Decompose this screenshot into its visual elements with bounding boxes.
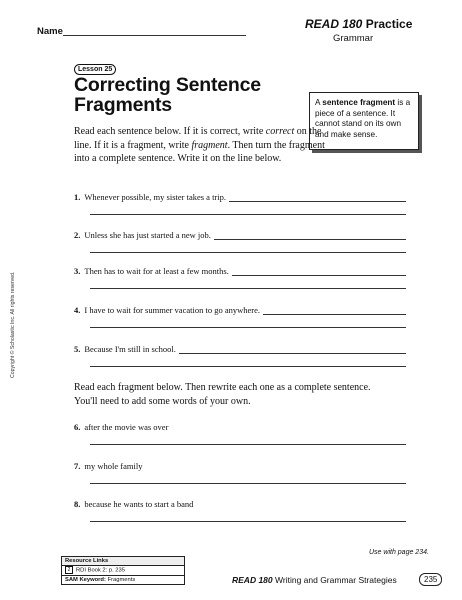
rewrite-line[interactable] <box>90 444 406 445</box>
page-number: 235 <box>419 573 442 586</box>
resource-links-heading: Resource Links <box>62 557 184 566</box>
rewrite-line[interactable] <box>90 483 406 484</box>
rewrite-line[interactable] <box>90 366 406 367</box>
name-label: Name <box>37 26 63 37</box>
exercise-item: 3. Then has to wait for at least a few months. <box>74 266 406 276</box>
exercise-item: 4. I have to wait for summer vacation to go anywhere. <box>74 305 406 315</box>
rewrite-line[interactable] <box>90 521 406 522</box>
definition-term: sentence fragment <box>322 98 396 107</box>
definition-text: A sentence fragment is a piece of a sentence. It cannot stand on its own and make sense. <box>315 98 411 139</box>
brand-title: READ 180 <box>305 17 363 31</box>
exercise-item: 1. Whenever possible, my sister takes a trip. <box>74 192 406 202</box>
answer-line[interactable] <box>232 267 406 276</box>
rewrite-line[interactable] <box>90 327 406 328</box>
exercise-item: 5. Because I'm still in school. <box>74 344 406 354</box>
page-title: Correcting Sentence Fragments <box>74 74 261 116</box>
answer-line[interactable] <box>263 306 406 315</box>
resource-links-box <box>61 556 185 585</box>
brand-subtitle: Grammar <box>333 33 374 44</box>
footer-title: READ 180 Writing and Grammar Strategies <box>232 575 397 585</box>
exercise-item: 8. because he wants to start a band <box>74 499 406 509</box>
resource-rdi: 2 RDI Book 2: p. 235 <box>62 566 184 576</box>
instructions-part-1: Read each sentence below. If it is correct, write correct on the line. If it is a fragment, write fragment. Then turn the fragment into a complete sentence. Write it on the line below. <box>74 126 325 164</box>
exercise-item: 6. after the movie was over <box>74 422 406 432</box>
exercise-item: 2. Unless she has just started a new job. <box>74 230 406 240</box>
brand-practice: Practice <box>365 17 413 31</box>
answer-line[interactable] <box>229 193 406 202</box>
instructions-part-2: Read each fragment below. Then rewrite each one as a complete sentence. You'll need to add some words of your own. <box>74 382 371 407</box>
rewrite-line[interactable] <box>90 214 406 215</box>
resource-sam: SAM Keyword: Fragments <box>65 576 136 583</box>
brand-header <box>305 17 412 31</box>
book-icon: 2 <box>65 566 73 574</box>
name-line[interactable] <box>63 35 246 36</box>
copyright-notice: Copyright © Scholastic Inc. All rights reserved. <box>10 271 16 378</box>
exercise-item: 7. my whole family <box>74 461 406 471</box>
answer-line[interactable] <box>179 345 406 354</box>
rewrite-line[interactable] <box>90 252 406 253</box>
lesson-badge: Lesson 25 <box>74 64 116 75</box>
use-with-note: Use with page 234. <box>369 549 429 556</box>
rewrite-line[interactable] <box>90 288 406 289</box>
answer-line[interactable] <box>214 231 406 240</box>
